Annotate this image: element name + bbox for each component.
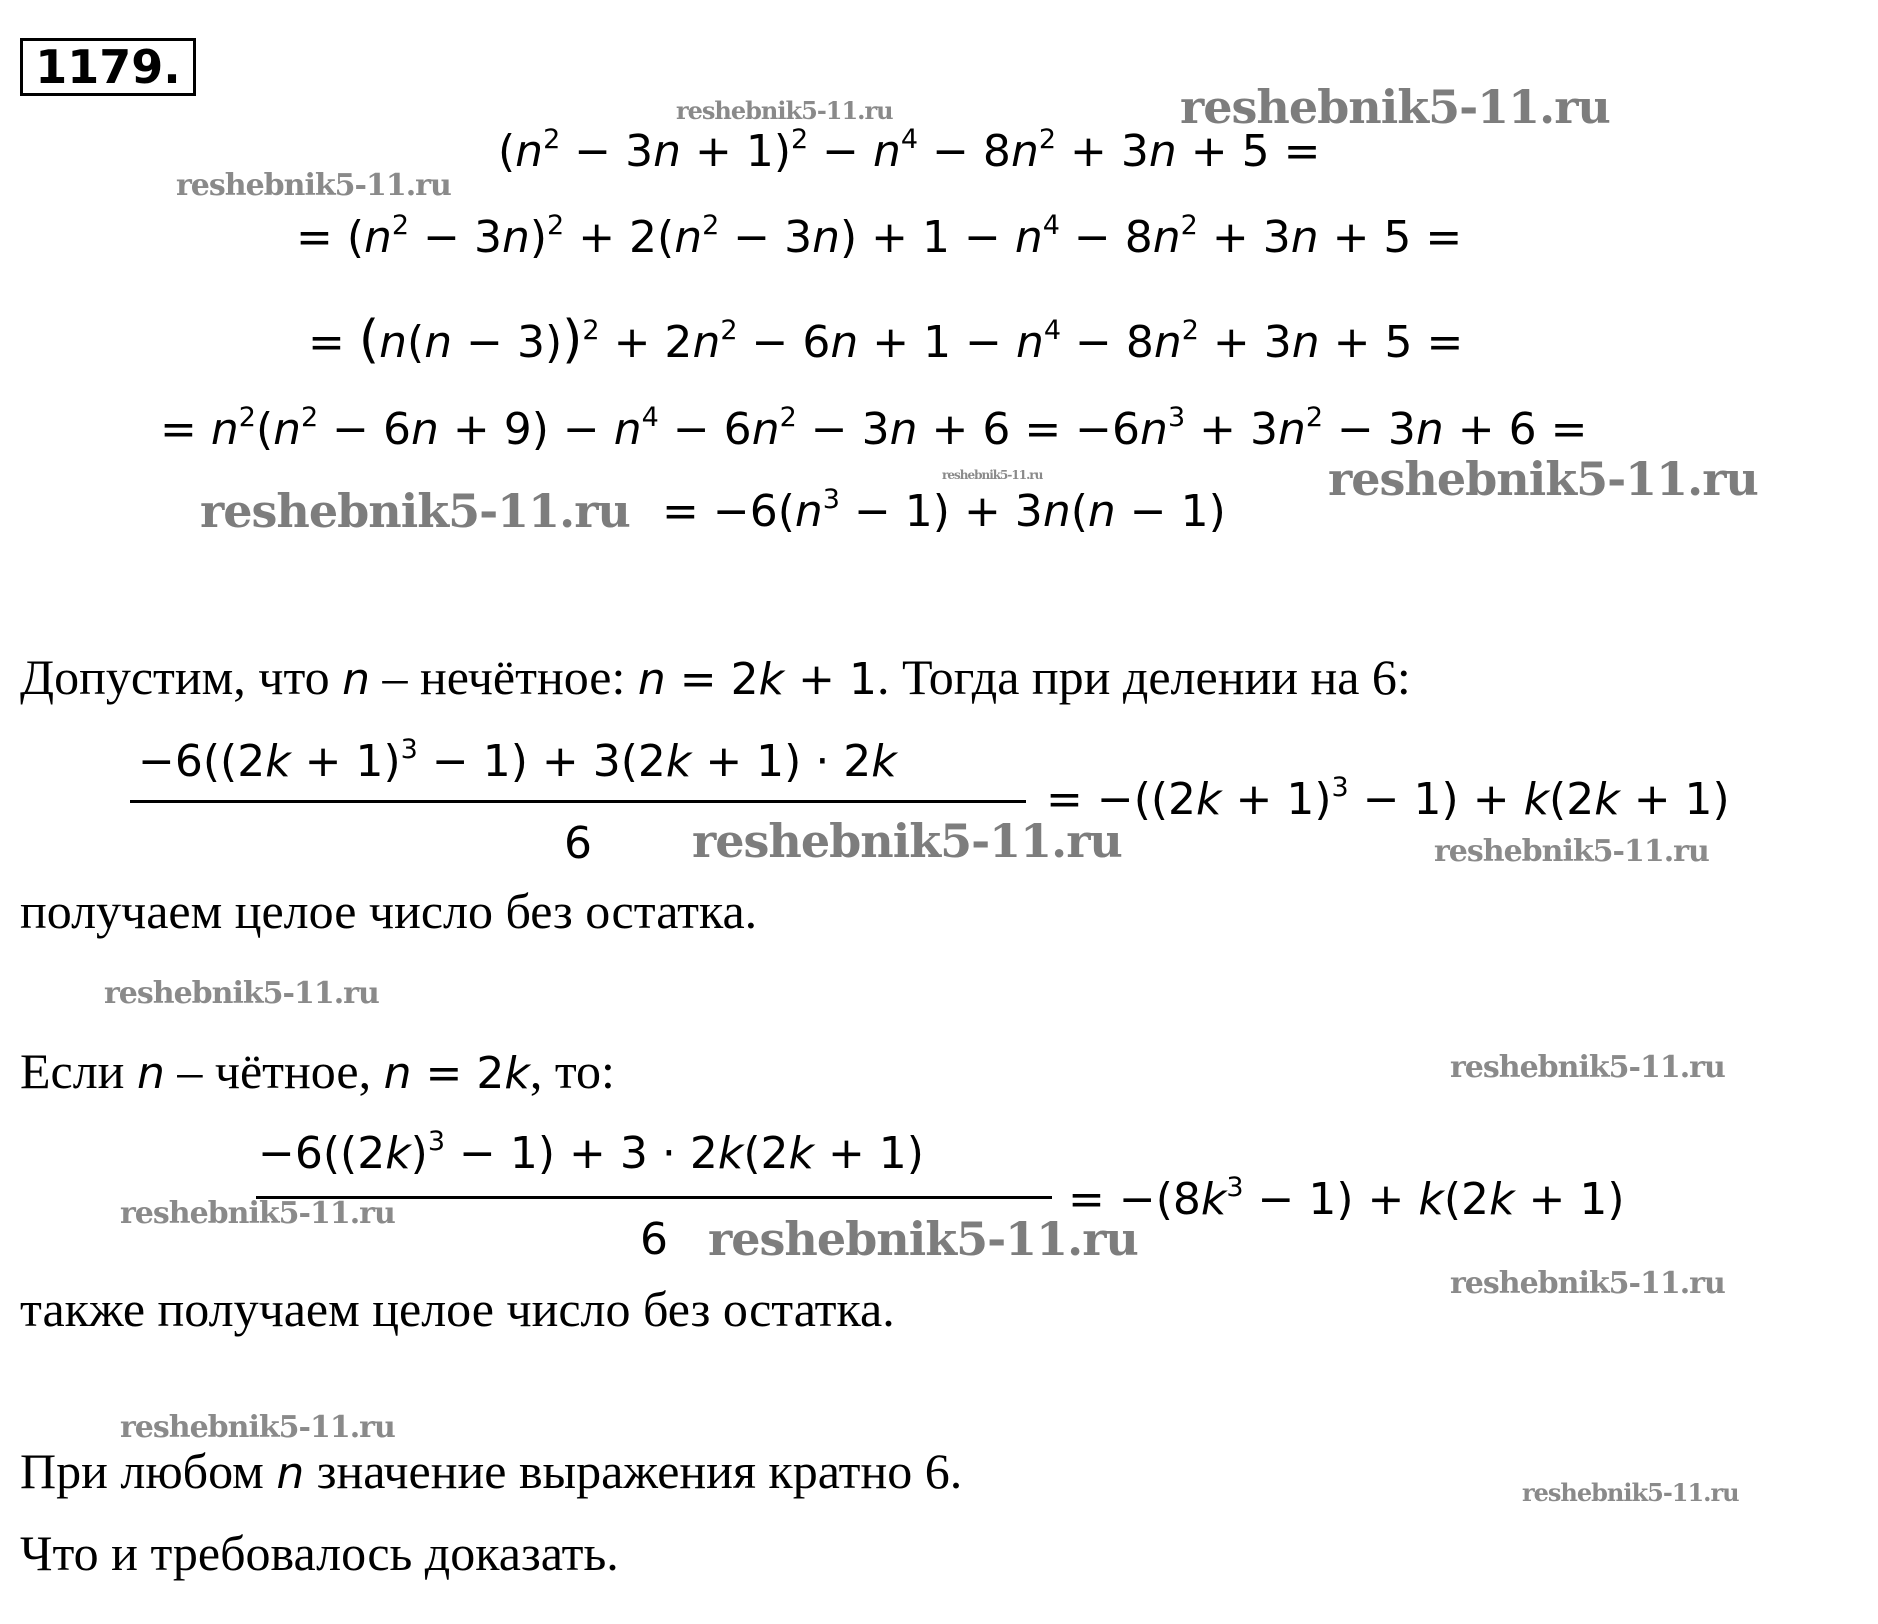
- equation-line-2: = $(n^2 - 3n)^2 + 2(n^2 - 3n) + 1 - n^4 - 8n^2 + 3n + 5$ =: [296, 210, 1463, 263]
- even-case-intro: Если n – чётное, n = 2k, то:: [20, 1043, 615, 1099]
- odd-case-fraction-bar: [130, 800, 1026, 803]
- even-case-denominator: 6: [640, 1214, 668, 1265]
- equation-line-3: = $(n(n - 3))^2 + 2n^2 - 6n + 1 - n^4 - 8n^2 + 3n + 5$ =: [308, 310, 1464, 370]
- watermark: reshebnik5-11.ru: [942, 468, 1043, 482]
- odd-case-denominator: 6: [564, 818, 592, 869]
- odd-case-conclusion: получаем целое число без остатка.: [20, 883, 758, 939]
- final-statement-2: Что и требовалось доказать.: [20, 1525, 619, 1581]
- even-case-conclusion: также получаем целое число без остатка.: [20, 1281, 895, 1337]
- watermark: reshebnik5-11.ru: [104, 976, 379, 1011]
- equation-line-4: = $n^2(n^2 - 6n + 9) - n^4 - 6n^2 - 3n + 6 = -6n^3 + 3n^2 - 3n + 6$ =: [160, 402, 1588, 455]
- watermark: reshebnik5-11.ru: [1450, 1050, 1725, 1085]
- equation-line-5: = $-6(n^3 - 1) + 3n(n - 1)$: [662, 484, 1226, 537]
- even-case-result: = $-(8k^3 - 1) + k(2k + 1)$: [1068, 1172, 1625, 1225]
- watermark: reshebnik5-11.ru: [1328, 452, 1758, 506]
- watermark: reshebnik5-11.ru: [120, 1410, 395, 1445]
- watermark: reshebnik5-11.ru: [708, 1212, 1138, 1266]
- watermark: reshebnik5-11.ru: [1450, 1266, 1725, 1301]
- odd-case-result: = $-((2k + 1)^3 - 1) + k(2k + 1)$: [1046, 772, 1730, 825]
- watermark: reshebnik5-11.ru: [176, 168, 451, 203]
- even-case-numerator: $-6((2k)^3 - 1) + 3 \cdot 2k(2k + 1)$: [258, 1126, 924, 1179]
- problem-number: 1179.: [20, 38, 196, 96]
- final-statement-1: При любом n значение выражения кратно 6.: [20, 1443, 963, 1499]
- odd-case-intro: Допустим, что n – нечётное: n = 2k + 1. Тогда при делении на 6:: [20, 649, 1411, 705]
- watermark: reshebnik5-11.ru: [120, 1196, 395, 1231]
- watermark: reshebnik5-11.ru: [676, 96, 893, 125]
- watermark: reshebnik5-11.ru: [1434, 834, 1709, 869]
- watermark: reshebnik5-11.ru: [200, 484, 630, 538]
- odd-case-numerator: $-6((2k + 1)^3 - 1) + 3(2k + 1) \cdot 2k$: [138, 734, 897, 787]
- watermark: reshebnik5-11.ru: [1522, 1478, 1739, 1507]
- equation-line-1: $(n^2 - 3n + 1)^2 - n^4 - 8n^2 + 3n + 5$ =: [498, 124, 1321, 177]
- watermark: reshebnik5-11.ru: [1180, 80, 1610, 134]
- watermark: reshebnik5-11.ru: [692, 814, 1122, 868]
